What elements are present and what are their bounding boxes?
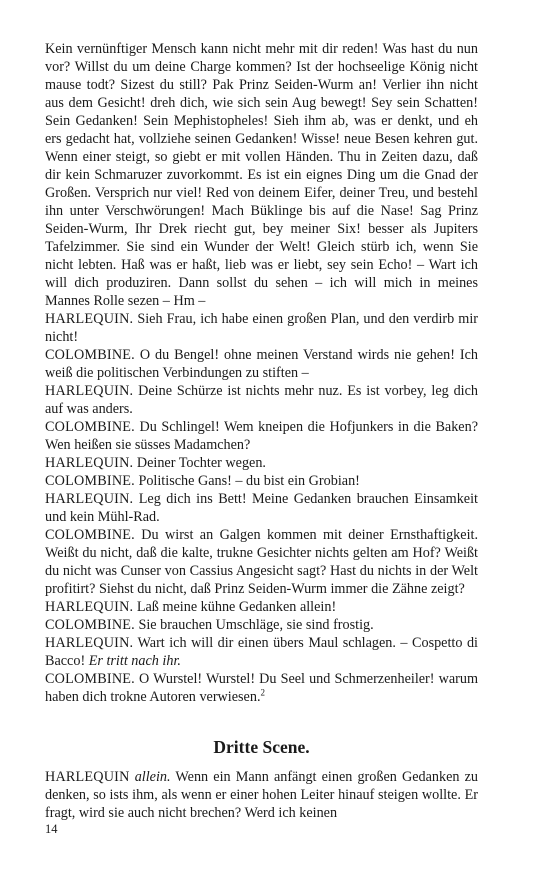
speech-text: Deiner Tochter wegen. — [133, 455, 266, 471]
speaker-name: COLOMBINE. — [45, 419, 135, 435]
stage-direction: allein. — [134, 769, 171, 785]
page-number: 14 — [45, 822, 58, 836]
speech-text: O du Bengel! ohne meinen Verstand wirds nie gehen! Ich weiß die politischen Verbindungen zu stiften – — [45, 347, 478, 381]
scene-heading: Dritte Scene. — [213, 737, 310, 757]
dialogue-line — [45, 616, 478, 634]
speaker-name: HARLEQUIN. — [45, 311, 134, 327]
dialogue-line — [45, 634, 478, 670]
dialogue-line — [45, 490, 478, 526]
dialogue-line — [45, 598, 478, 616]
dialogue-line — [45, 472, 478, 490]
speaker-name: HARLEQUIN. — [45, 599, 134, 615]
speaker-name: HARLEQUIN. — [45, 383, 134, 399]
dialogue-line — [45, 346, 478, 382]
speaker-name: COLOMBINE. — [45, 347, 135, 363]
speech-text: Politische Gans! – du bist ein Grobian! — [134, 473, 360, 489]
stage-direction: Er tritt nach ihr. — [88, 653, 181, 669]
speech-text: Sie brauchen Umschläge, sie sind frostig. — [134, 617, 374, 633]
dialogue-line — [45, 454, 478, 472]
dialogue-line — [45, 670, 478, 706]
dialogue-block — [45, 310, 478, 706]
speech-text: Sieh Frau, ich habe einen großen Plan, und den verdirb mir nicht! — [45, 311, 478, 345]
speaker-name: COLOMBINE. — [45, 671, 135, 687]
dialogue-line — [45, 418, 478, 454]
monologue-paragraph: Kein vernünftiger Mensch kann nicht mehr mit dir reden! Was hast du nun vor? Willst du um deine Charge kommen? Ist der hochseelige König nicht mause todt? Sizest du still? Pak Prinz Seiden-Wurm an! Verlier ihn nicht aus dem Gesicht! dreh dich, wie sich sein Aug bewegt! Sey sein Schatten! Sein Gedanken! Sein Mephistopheles! Sieh ihm ab, was er denkt, und eh ers gedacht hat, vollziehe seinen Gedanken! Wisse! neue Besen kehren gut. Wenn einer steigt, so giebt er mit vollen Händen. Thu in Zeiten dazu, daß dir kein Schmaruzer zuvorkommt. Es ist ein eignes Ding um die Gnad der Großen. Versprich nur viel! Red von deinem Eifer, deiner Treu, und bestehl ihn unter Verschwörungen! Mach Büklinge bis auf die Nase! Sag Prinz Seiden-Wurm, Ihr Drek riecht gut, bey meiner Six! besser als Jupiters Tafelzimmer. Sie sind ein Wunder der Welt! Gleich stürb ich, wenn Sie nicht lebten. Haß was er haßt, lieb was er liebt, sey sein Echo! – Wart ich will dich produziren. Dann sollst du sehen – ich will mich in meines Mannes Rolle sezen – Hm – — [45, 41, 478, 309]
speech-text: Deine Schürze ist nichts mehr nuz. Es ist vorbey, leg dich auf was anders. — [45, 383, 478, 417]
page-body — [45, 40, 478, 822]
speaker-name: HARLEQUIN. — [45, 635, 134, 651]
dialogue-line — [45, 310, 478, 346]
speech-text: Du wirst an Galgen kommen mit deiner Ernsthaftigkeit. Weißt du nicht, daß die kalte, trukne Gesichter nichts gelten am Hof? Weißt du nicht was Cunser von Cassius Angesicht sagt? Hast du nichts in der Welt profitirt? Siehst du nicht, daß Prinz Seiden-Wurm immer die Zähne zeigt? — [45, 527, 478, 597]
speaker-name: HARLEQUIN — [45, 769, 130, 785]
footnote-marker[interactable]: 2 — [260, 687, 265, 698]
speech-text: O Wurstel! Wurstel! Du Seel und Schmerzenheiler! warum haben dich trokne Autoren verwiesen. — [45, 671, 478, 705]
speaker-name: COLOMBINE. — [45, 527, 135, 543]
speech-text: Du Schlingel! Wem kneipen die Hofjunkers in die Baken? Wen heißen sie süsses Madamchen? — [45, 419, 478, 453]
dialogue-line — [45, 526, 478, 598]
speaker-name: HARLEQUIN. — [45, 491, 134, 507]
speaker-name: COLOMBINE. — [45, 473, 135, 489]
speech-text: Laß meine kühne Gedanken allein! — [133, 599, 337, 615]
speech-text: Wenn ein Mann anfängt einen großen Gedanken zu denken, so ists ihm, als wenn er einer hohen Leiter hinauf steigen wollte. Er fragt, wird sie auch nicht brechen? Werd ich keinen — [45, 769, 478, 821]
speaker-name: HARLEQUIN. — [45, 455, 134, 471]
speaker-name: COLOMBINE. — [45, 617, 135, 633]
dialogue-line — [45, 382, 478, 418]
scene-opening-speech — [45, 768, 478, 822]
speech-text: Wart ich will dir einen übers Maul schlagen. – Cospetto di Bacco! — [45, 635, 478, 669]
speech-text: Leg dich ins Bett! Meine Gedanken brauchen Einsamkeit und kein Mühl-Rad. — [45, 491, 478, 525]
